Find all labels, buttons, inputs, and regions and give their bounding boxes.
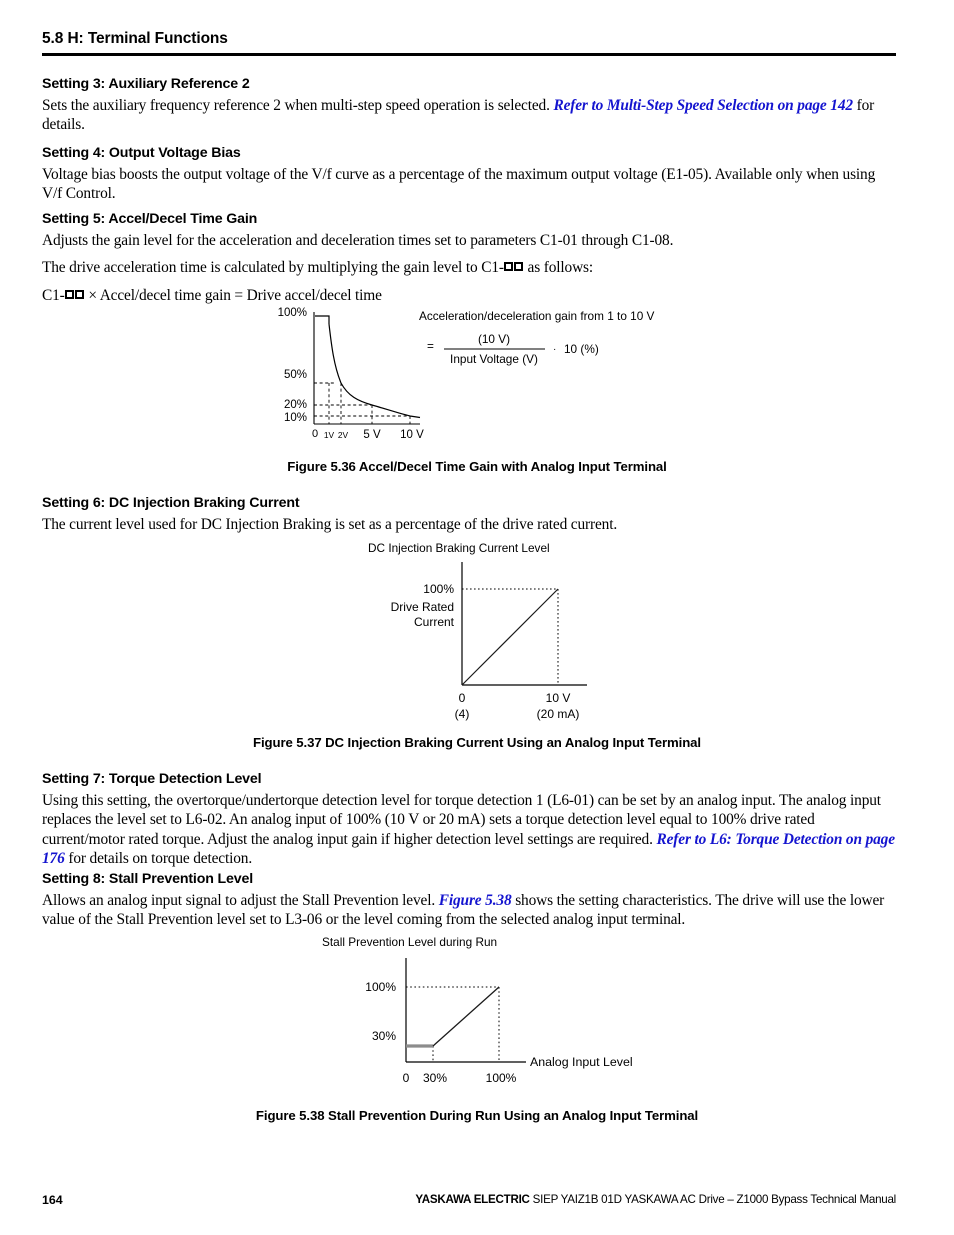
- series-stall-ramp-segment: [433, 987, 499, 1046]
- figure-5-36-caption: Figure 5.36 Accel/Decel Time Gain with Analog Input Terminal: [287, 459, 667, 474]
- link-l6-torque-detection[interactable]: Refer to L6: Torque Detection on page 176: [42, 830, 895, 868]
- section-body-setting-6: The current level used for DC Injection Braking is set as a percentage of the drive rated current.: [42, 516, 618, 533]
- footer-document-line: [415, 1193, 896, 1206]
- formula-line-1: Acceleration/deceleration gain from 1 to 10 V: [419, 309, 655, 323]
- section-body-setting-5-para1: Adjusts the gain level for the acceleration and deceleration times set to parameters C1-01 through C1-08.: [42, 232, 674, 249]
- y-label-current: Current: [413, 615, 454, 629]
- formula-equals: =: [427, 339, 434, 353]
- figure-5-37-caption: Figure 5.37 DC Injection Braking Current Using an Analog Input Terminal: [253, 735, 701, 750]
- curve-plateau: [315, 316, 329, 324]
- curve-accel-decel-gain: [329, 324, 420, 418]
- para2-text-b: as follows:: [523, 259, 594, 276]
- x-tick-2v: 2V: [337, 430, 349, 440]
- x-tick-10v: 10 V: [545, 691, 571, 705]
- page-title: 5.8 H: Terminal Functions: [42, 30, 228, 47]
- x-tick-0: 0: [311, 428, 319, 440]
- chart-title-stall-prevention: Stall Prevention Level during Run: [322, 935, 498, 949]
- section-body-setting-8: [42, 891, 898, 930]
- y-tick-20: 20%: [283, 399, 307, 411]
- y-tick-50: 50%: [283, 369, 307, 381]
- setting-7-text-post: for details on torque detection.: [64, 850, 253, 868]
- section-body-setting-3: [42, 96, 896, 135]
- footer-page-number: 164: [42, 1193, 63, 1207]
- section-heading-setting-5: Setting 5: Accel/Decel Time Gain: [42, 211, 258, 227]
- para3-text-a: C1-: [42, 287, 65, 304]
- x-tick-10v: 10 V: [400, 429, 424, 441]
- x-subtick-20ma: (20 mA): [536, 707, 580, 721]
- figure-5-38-caption: Figure 5.38 Stall Prevention During Run Using an Analog Input Terminal: [255, 1108, 699, 1123]
- y-tick-100: 100%: [277, 307, 307, 319]
- dc-injection-braking-chart: [360, 540, 640, 725]
- link-figure-5-38[interactable]: Figure 5.38: [438, 892, 512, 909]
- para2-text-a: The drive acceleration time is calculated by multiplying the gain level to C1-: [42, 259, 504, 276]
- x-tick-0: 0: [458, 691, 466, 705]
- link-multi-step-speed-selection[interactable]: Refer to Multi-Step Speed Selection on page 142: [553, 97, 853, 114]
- x-axis-label: Analog Input Level: [530, 1055, 633, 1069]
- setting-8-text-post: shows the setting characteristics. The drive will use the lower value of the Stall Prevention level set to L3-06 or the level coming from the selected analog input terminal.: [42, 892, 885, 929]
- chart-title-dc-injection: DC Injection Braking Current Level: [368, 541, 550, 555]
- formula-operator: ·: [553, 344, 557, 355]
- placeholder-box-icon: [75, 290, 84, 299]
- page-header: [42, 30, 896, 56]
- y-tick-30: 30%: [371, 1029, 396, 1043]
- y-tick-100: 100%: [365, 980, 396, 994]
- x-tick-30: 30%: [422, 1071, 448, 1085]
- section-heading-setting-4: Setting 4: Output Voltage Bias: [42, 145, 241, 161]
- y-label-drive-rated: Drive Rated: [390, 600, 454, 614]
- figure-5-38-graphic: [318, 934, 648, 1094]
- placeholder-box-icon: [514, 262, 523, 271]
- x-tick-5v: 5 V: [363, 429, 381, 441]
- section-heading-setting-6: Setting 6: DC Injection Braking Current: [42, 495, 300, 511]
- figure-5-36-graphic: [262, 302, 702, 447]
- footer-brand: YASKAWA ELECTRIC: [415, 1193, 530, 1206]
- setting-7-text-pre: Using this setting, the overtorque/undertorque detection level for torque detection 1 (L6-01) can be set by an analog input. The analog input replaces the level set to L6-02. An analog input of 100% (10 V or 20 mA) sets a torque detection level equal to 100% drive rated current/motor rated torque. Adjust the analog input gain if higher detection level settings are required.: [42, 792, 881, 848]
- placeholder-box-icon: [65, 290, 74, 299]
- footer-doc-title: SIEP YAIZ1B 01D YASKAWA AC Drive – Z1000 Bypass Technical Manual: [529, 1193, 896, 1206]
- section-heading-setting-7: Setting 7: Torque Detection Level: [42, 771, 262, 787]
- x-subtick-4ma: (4): [454, 707, 470, 721]
- accel-decel-gain-chart: [262, 302, 702, 447]
- formula-denominator: Input Voltage (V): [450, 352, 538, 366]
- section-heading-setting-3: Setting 3: Auxiliary Reference 2: [42, 76, 250, 92]
- x-tick-100: 100%: [485, 1071, 517, 1085]
- figure-5-37-graphic: [360, 540, 640, 725]
- section-body-setting-4: Voltage bias boosts the output voltage of the V/f curve as a percentage of the maximum output voltage (E1-05). Available only when using V/f Control.: [42, 166, 876, 203]
- placeholder-box-icon: [504, 262, 513, 271]
- stall-prevention-chart: [318, 934, 648, 1094]
- series-dc-injection-ramp: [462, 589, 558, 685]
- para3-text-b: × Accel/decel time gain = Drive accel/decel time: [84, 287, 382, 304]
- y-label-100-percent: 100%: [423, 582, 454, 596]
- section-body-setting-7: [42, 791, 898, 869]
- y-tick-10: 10%: [283, 412, 307, 424]
- header-divider: [42, 53, 896, 56]
- formula-factor: 10 (%): [564, 342, 599, 356]
- setting-3-text-pre: Sets the auxiliary frequency reference 2 when multi-step speed operation is selected.: [42, 97, 554, 114]
- section-heading-setting-8: Setting 8: Stall Prevention Level: [42, 871, 254, 887]
- setting-8-text-pre: Allows an analog input signal to adjust the Stall Prevention level.: [42, 892, 439, 909]
- formula-numerator: (10 V): [477, 332, 511, 346]
- x-tick-1v: 1V: [323, 430, 335, 440]
- x-tick-0: 0: [402, 1071, 410, 1085]
- section-body-setting-5-para2: [42, 258, 896, 277]
- setting-3-text-post: for details.: [42, 97, 875, 134]
